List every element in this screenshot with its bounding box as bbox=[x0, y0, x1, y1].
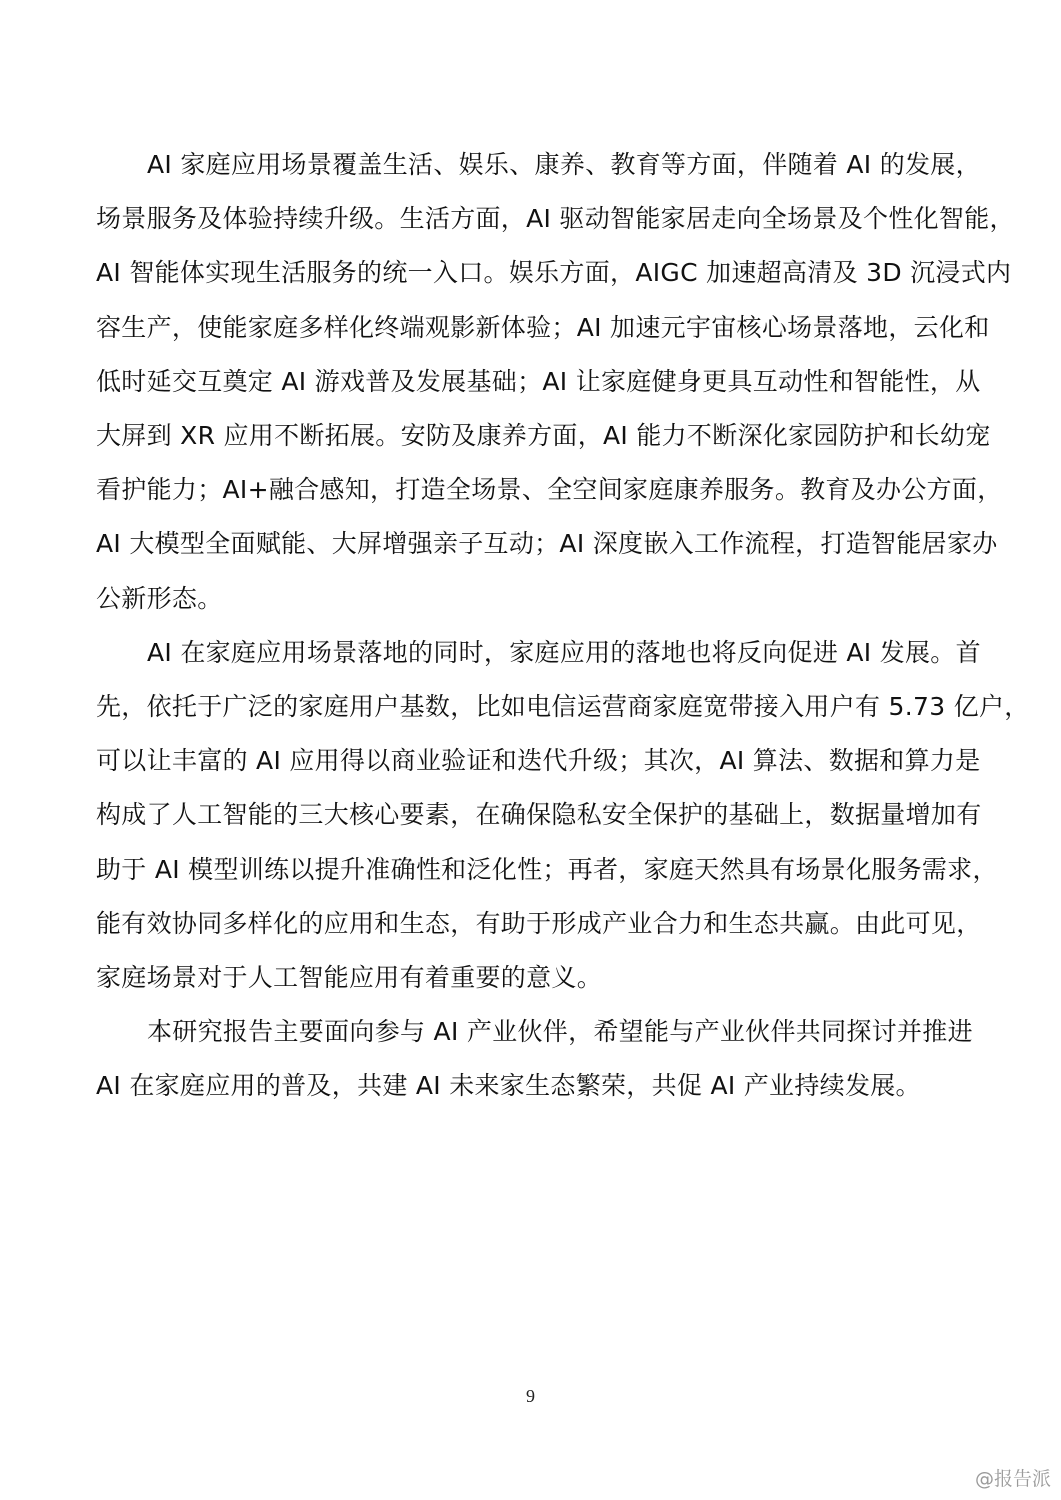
text-line: 容生产，使能家庭多样化终端观影新体验；AI 加速元宇宙核心场景落地，云化和 bbox=[96, 312, 990, 342]
text-line: 先，依托于广泛的家庭用户基数，比如电信运营商家庭宽带接入用户有 5.73 亿户， bbox=[96, 692, 1030, 722]
text-line: 本研究报告主要面向参与 AI 产业伙伴，希望能与产业伙伴共同探讨并推进 bbox=[147, 1017, 973, 1047]
text-line: 能有效协同多样化的应用和生态，有助于形成产业合力和生态共赢。由此可见， bbox=[96, 908, 982, 938]
paragraph-1 bbox=[96, 138, 1015, 626]
paragraph-2 bbox=[96, 626, 1030, 1005]
text-line: 助于 AI 模型训练以提升准确性和泛化性；再者，家庭天然具有场景化服务需求， bbox=[96, 854, 998, 884]
text-line: AI 智能体实现生活服务的统一入口。娱乐方面，AIGC 加速超高清及 3D 沉浸式内 bbox=[96, 258, 1012, 288]
text-line: 构成了人工智能的三大核心要素，在确保隐私安全保护的基础上，数据量增加有 bbox=[96, 800, 982, 830]
text-line: AI 在家庭应用场景落地的同时，家庭应用的落地也将反向促进 AI 发展。首 bbox=[147, 637, 981, 667]
text-line: 家庭场景对于人工智能应用有着重要的意义。 bbox=[96, 963, 603, 993]
text-line: AI 在家庭应用的普及，共建 AI 未来家生态繁荣，共促 AI 产业持续发展。 bbox=[96, 1071, 921, 1101]
body-text bbox=[96, 138, 1030, 1114]
watermark: @报告派 bbox=[974, 1468, 1051, 1490]
page-number: 9 bbox=[526, 1386, 535, 1406]
text-line: 公新形态。 bbox=[96, 583, 223, 613]
text-line: 可以让丰富的 AI 应用得以商业验证和迭代升级；其次，AI 算法、数据和算力是 bbox=[96, 746, 981, 776]
text-line: AI 家庭应用场景覆盖生活、娱乐、康养、教育等方面，伴随着 AI 的发展， bbox=[147, 150, 981, 179]
text-line: 大屏到 XR 应用不断拓展。安防及康养方面，AI 能力不断深化家园防护和长幼宠 bbox=[96, 421, 991, 451]
text-line: AI 大模型全面赋能、大屏增强亲子互动；AI 深度嵌入工作流程，打造智能居家办 bbox=[96, 529, 998, 559]
text-line: 低时延交互奠定 AI 游戏普及发展基础；AI 让家庭健身更具互动性和智能性，从 bbox=[96, 366, 981, 396]
paragraph-3 bbox=[96, 1005, 973, 1113]
text-line: 场景服务及体验持续升级。生活方面，AI 驱动智能家居走向全场景及个性化智能， bbox=[96, 204, 1015, 234]
text-line: 看护能力；AI+融合感知，打造全场景、全空间家庭康养服务。教育及办公方面， bbox=[96, 475, 1003, 505]
